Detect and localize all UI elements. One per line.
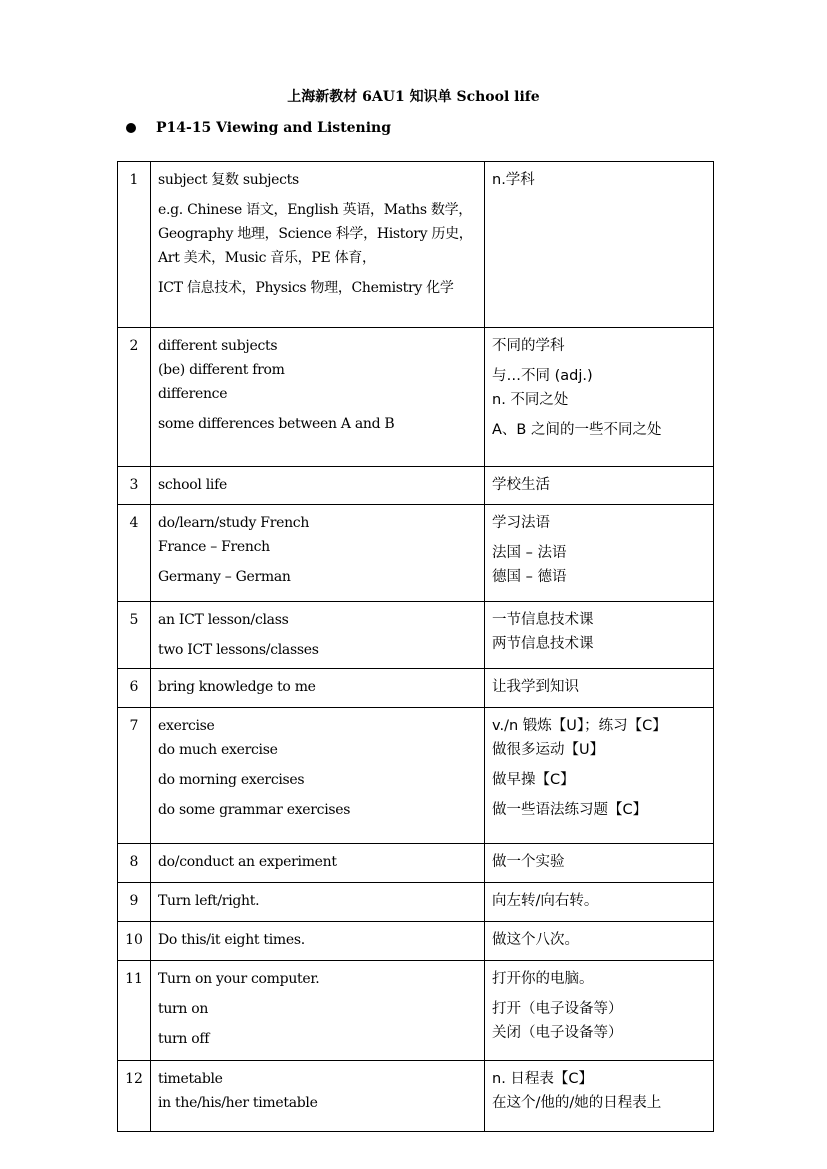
table-row — [118, 1061, 714, 1132]
english-line: do/conduct an experiment — [158, 854, 337, 870]
row-number: 11 — [118, 961, 151, 1061]
chinese-line: 学习法语 — [492, 515, 550, 531]
row-number: 10 — [118, 922, 151, 961]
english-line: ICT 信息技术，Physics 物理，Chemistry 化学 — [158, 280, 454, 296]
english-line: e.g. Chinese 语文，English 英语，Maths 数学， — [158, 202, 472, 218]
table-row — [118, 505, 714, 602]
english-cell — [151, 922, 485, 961]
english-cell — [151, 961, 485, 1061]
english-cell — [151, 505, 485, 602]
english-line: Germany – German — [158, 569, 291, 585]
english-line: Do this/it eight times. — [158, 932, 305, 948]
table-row — [118, 162, 714, 328]
table-row — [118, 669, 714, 708]
chinese-line: 让我学到知识 — [492, 679, 579, 695]
chinese-cell — [485, 708, 714, 844]
page-title: 上海新教材 6AU1 知识单 School life — [287, 89, 540, 105]
row-number: 3 — [118, 467, 151, 505]
english-cell — [151, 844, 485, 883]
english-cell — [151, 328, 485, 467]
chinese-cell — [485, 669, 714, 708]
chinese-line: 法国 – 法语 — [492, 545, 567, 561]
bullet-icon — [126, 123, 136, 133]
table-row — [118, 883, 714, 922]
chinese-cell — [485, 505, 714, 602]
chinese-line: 德国 – 德语 — [492, 569, 567, 585]
chinese-line: 做早操【C】 — [492, 772, 575, 788]
chinese-cell — [485, 1061, 714, 1132]
english-line: (be) different from — [158, 362, 285, 378]
english-line: do some grammar exercises — [158, 802, 351, 818]
row-number: 9 — [118, 883, 151, 922]
english-line: Turn on your computer. — [158, 971, 320, 987]
chinese-line: n. 日程表【C】 — [492, 1071, 594, 1087]
english-cell — [151, 883, 485, 922]
english-line: Turn left/right. — [158, 893, 260, 909]
chinese-line: n.学科 — [492, 172, 535, 188]
chinese-line: 做一个实验 — [492, 854, 565, 870]
chinese-line: 一节信息技术课 — [492, 612, 594, 628]
chinese-cell — [485, 961, 714, 1061]
chinese-line: A、B 之间的一些不同之处 — [492, 422, 662, 438]
english-line: timetable — [158, 1071, 223, 1087]
row-number: 1 — [118, 162, 151, 328]
chinese-cell — [485, 883, 714, 922]
english-line: school life — [158, 477, 227, 493]
chinese-line: 不同的学科 — [492, 338, 565, 354]
english-line: subject 复数 subjects — [158, 172, 299, 188]
chinese-cell — [485, 922, 714, 961]
table-row — [118, 922, 714, 961]
chinese-line: 在这个/他的/她的日程表上 — [492, 1095, 662, 1111]
english-line: turn off — [158, 1031, 210, 1047]
section-heading-text: P14-15 Viewing and Listening — [156, 120, 392, 136]
english-cell — [151, 467, 485, 505]
english-line: do morning exercises — [158, 772, 305, 788]
chinese-cell — [485, 844, 714, 883]
chinese-cell — [485, 328, 714, 467]
english-line: difference — [158, 386, 228, 402]
english-line: do/learn/study French — [158, 515, 310, 531]
chinese-line: 做这个八次。 — [492, 932, 579, 948]
english-cell — [151, 669, 485, 708]
english-cell — [151, 602, 485, 669]
chinese-line: v./n 锻炼【U】；练习【C】 — [492, 718, 667, 734]
row-number: 8 — [118, 844, 151, 883]
table-row — [118, 961, 714, 1061]
chinese-line: 两节信息技术课 — [492, 636, 594, 652]
row-number: 5 — [118, 602, 151, 669]
chinese-line: 向左转/向右转。 — [492, 893, 599, 909]
english-cell — [151, 162, 485, 328]
table-row — [118, 844, 714, 883]
chinese-line: 关闭（电子设备等） — [492, 1025, 623, 1041]
row-number: 7 — [118, 708, 151, 844]
chinese-cell — [485, 467, 714, 505]
english-line: two ICT lessons/classes — [158, 642, 319, 658]
english-line: exercise — [158, 718, 215, 734]
english-line: France – French — [158, 539, 270, 555]
english-line: Art 美术，Music 音乐，PE 体育， — [158, 250, 376, 266]
english-line: bring knowledge to me — [158, 679, 316, 695]
chinese-line: 做一些语法练习题【C】 — [492, 802, 648, 818]
english-line: different subjects — [158, 338, 278, 354]
chinese-line: 打开（电子设备等） — [492, 1001, 623, 1017]
chinese-line: 做很多运动【U】 — [492, 742, 605, 758]
chinese-cell — [485, 162, 714, 328]
row-number: 6 — [118, 669, 151, 708]
english-cell — [151, 708, 485, 844]
section-heading — [126, 120, 391, 136]
row-number: 4 — [118, 505, 151, 602]
chinese-line: 学校生活 — [492, 477, 550, 493]
table-row — [118, 602, 714, 669]
chinese-line: n. 不同之处 — [492, 392, 569, 408]
vocabulary-table — [117, 161, 714, 1132]
row-number: 2 — [118, 328, 151, 467]
english-line: turn on — [158, 1001, 209, 1017]
table-row — [118, 328, 714, 467]
chinese-line: 打开你的电脑。 — [492, 971, 594, 987]
table-row — [118, 467, 714, 505]
english-cell — [151, 1061, 485, 1132]
chinese-line: 与…不同 (adj.) — [492, 368, 593, 384]
table-row — [118, 708, 714, 844]
row-number: 12 — [118, 1061, 151, 1132]
chinese-cell — [485, 602, 714, 669]
english-line: an ICT lesson/class — [158, 612, 289, 628]
english-line: some differences between A and B — [158, 416, 395, 432]
english-line: in the/his/her timetable — [158, 1095, 318, 1111]
english-line: Geography 地理，Science 科学，History 历史， — [158, 226, 473, 242]
english-line: do much exercise — [158, 742, 278, 758]
